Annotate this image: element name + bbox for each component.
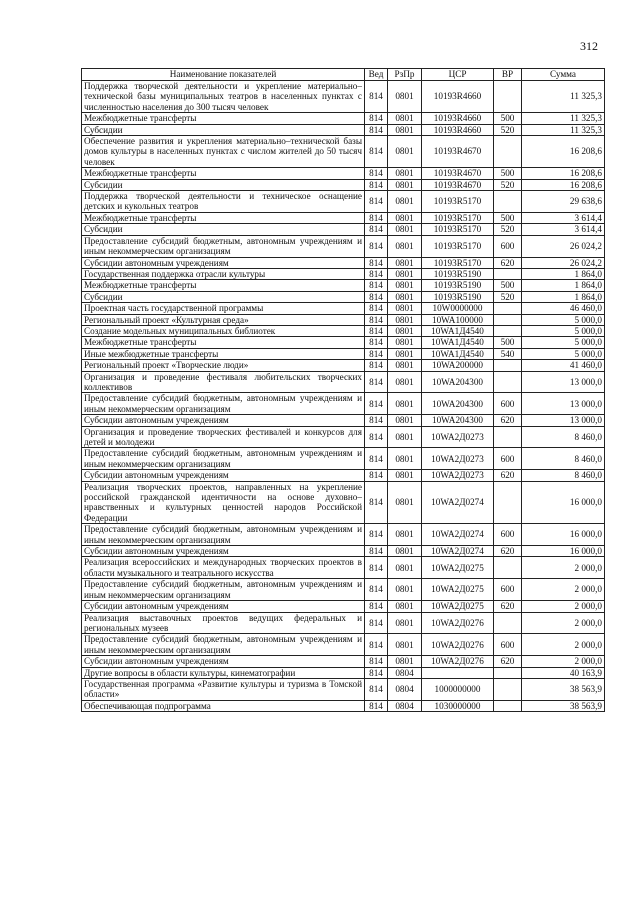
- cell-name: Государственная поддержка отрасли культуры: [82, 268, 365, 279]
- cell-sum: 3 614,4: [522, 224, 605, 235]
- cell-csr: 10WA2Д0276: [422, 634, 494, 656]
- cell-name: Предоставление субсидий бюджетным, автономным учреждениям и иным некоммерческим организациям: [82, 524, 365, 546]
- cell-rzpr: 0801: [388, 291, 422, 302]
- cell-sum: 40 163,9: [522, 667, 605, 678]
- cell-vr: 520: [494, 224, 522, 235]
- cell-sum: 16 000,0: [522, 524, 605, 546]
- cell-ved: 814: [365, 393, 388, 415]
- cell-vr: 620: [494, 415, 522, 426]
- table-row: [82, 656, 605, 667]
- cell-ved: 814: [365, 268, 388, 279]
- cell-csr: 10193R5170: [422, 235, 494, 257]
- cell-rzpr: 0801: [388, 212, 422, 223]
- cell-ved: 814: [365, 371, 388, 393]
- table-row: [82, 700, 605, 711]
- cell-ved: 814: [365, 168, 388, 179]
- cell-name: Субсидии: [82, 179, 365, 190]
- cell-vr: 500: [494, 212, 522, 223]
- cell-name: Реализация всероссийских и международных творческих проектов в области музыкального и театрального искусства: [82, 557, 365, 579]
- cell-vr: [494, 360, 522, 371]
- table-row: [82, 314, 605, 325]
- cell-rzpr: 0801: [388, 579, 422, 601]
- cell-vr: 620: [494, 546, 522, 557]
- cell-sum: 3 614,4: [522, 212, 605, 223]
- cell-rzpr: 0801: [388, 360, 422, 371]
- cell-vr: 600: [494, 524, 522, 546]
- table-row: [82, 81, 605, 113]
- col-header-csr: ЦСР: [422, 69, 494, 81]
- table-row: [82, 557, 605, 579]
- table-row: [82, 415, 605, 426]
- cell-ved: 814: [365, 257, 388, 268]
- cell-rzpr: 0801: [388, 470, 422, 481]
- cell-vr: 500: [494, 337, 522, 348]
- table-row: [82, 224, 605, 235]
- cell-ved: 814: [365, 700, 388, 711]
- cell-ved: 814: [365, 325, 388, 336]
- cell-csr: 10WA204300: [422, 415, 494, 426]
- table-row: [82, 257, 605, 268]
- cell-name: Поддержка творческой деятельности и техническое оснащение детских и кукольных театров: [82, 191, 365, 213]
- cell-vr: [494, 700, 522, 711]
- cell-csr: 10193R5190: [422, 280, 494, 291]
- table-row: [82, 678, 605, 700]
- cell-name: Региональный проект «Творческие люди»: [82, 360, 365, 371]
- cell-ved: 814: [365, 481, 388, 524]
- page-number: 312: [580, 39, 598, 53]
- cell-vr: 620: [494, 470, 522, 481]
- cell-rzpr: 0801: [388, 348, 422, 359]
- cell-sum: 38 563,9: [522, 700, 605, 711]
- cell-csr: 10193R4670: [422, 136, 494, 168]
- cell-vr: 540: [494, 348, 522, 359]
- cell-vr: [494, 667, 522, 678]
- cell-name: Межбюджетные трансферты: [82, 168, 365, 179]
- cell-sum: 2 000,0: [522, 579, 605, 601]
- table-row: [82, 667, 605, 678]
- cell-name: Межбюджетные трансферты: [82, 113, 365, 124]
- cell-vr: 500: [494, 113, 522, 124]
- cell-ved: 814: [365, 212, 388, 223]
- cell-rzpr: 0801: [388, 81, 422, 113]
- table-row: [82, 426, 605, 448]
- cell-vr: [494, 191, 522, 213]
- cell-vr: 600: [494, 235, 522, 257]
- cell-name: Субсидии автономным учреждениям: [82, 656, 365, 667]
- cell-ved: 814: [365, 448, 388, 470]
- cell-csr: 10193R5170: [422, 212, 494, 223]
- cell-name: Субсидии: [82, 124, 365, 135]
- cell-vr: [494, 678, 522, 700]
- cell-ved: 814: [365, 656, 388, 667]
- table-row: [82, 136, 605, 168]
- table-row: [82, 348, 605, 359]
- cell-csr: 10193R5170: [422, 191, 494, 213]
- table-row: [82, 448, 605, 470]
- cell-name: Предоставление субсидий бюджетным, автономным учреждениям и иным некоммерческим организациям: [82, 448, 365, 470]
- cell-name: Межбюджетные трансферты: [82, 280, 365, 291]
- cell-csr: 10193R5190: [422, 268, 494, 279]
- table-row: [82, 579, 605, 601]
- table-row: [82, 371, 605, 393]
- cell-csr: 10WA2Д0273: [422, 470, 494, 481]
- cell-sum: 38 563,9: [522, 678, 605, 700]
- cell-ved: 814: [365, 678, 388, 700]
- cell-vr: [494, 612, 522, 634]
- cell-sum: 1 864,0: [522, 268, 605, 279]
- table-row: [82, 524, 605, 546]
- cell-name: Предоставление субсидий бюджетным, автономным учреждениям и иным некоммерческим организациям: [82, 634, 365, 656]
- cell-vr: [494, 557, 522, 579]
- cell-ved: 814: [365, 612, 388, 634]
- cell-rzpr: 0801: [388, 601, 422, 612]
- cell-rzpr: 0801: [388, 557, 422, 579]
- cell-csr: 10WA2Д0275: [422, 601, 494, 612]
- cell-sum: 13 000,0: [522, 415, 605, 426]
- cell-sum: 16 208,6: [522, 136, 605, 168]
- cell-name: Другие вопросы в области культуры, кинематографии: [82, 667, 365, 678]
- cell-sum: 5 000,0: [522, 314, 605, 325]
- cell-rzpr: 0804: [388, 700, 422, 711]
- cell-vr: [494, 268, 522, 279]
- cell-sum: 8 460,0: [522, 448, 605, 470]
- cell-rzpr: 0801: [388, 524, 422, 546]
- cell-name: Субсидии автономным учреждениям: [82, 601, 365, 612]
- cell-rzpr: 0801: [388, 546, 422, 557]
- cell-name: Государственная программа «Развитие культуры и туризма в Томской области»: [82, 678, 365, 700]
- table-row: [82, 280, 605, 291]
- cell-csr: 10WA2Д0275: [422, 557, 494, 579]
- col-header-name: Наименование показателей: [82, 69, 365, 81]
- table-row: [82, 268, 605, 279]
- table-row: [82, 235, 605, 257]
- cell-csr: 10193R4670: [422, 179, 494, 190]
- cell-name: Организация и проведение творческих фестивалей и конкурсов для детей и молодежи: [82, 426, 365, 448]
- cell-name: Предоставление субсидий бюджетным, автономным учреждениям и иным некоммерческим организациям: [82, 579, 365, 601]
- table-row: [82, 124, 605, 135]
- cell-ved: 814: [365, 426, 388, 448]
- cell-sum: 2 000,0: [522, 601, 605, 612]
- cell-name: Предоставление субсидий бюджетным, автономным учреждениям и иным некоммерческим организациям: [82, 235, 365, 257]
- cell-ved: 814: [365, 667, 388, 678]
- table-row: [82, 360, 605, 371]
- cell-csr: 10193R5190: [422, 291, 494, 302]
- cell-ved: 814: [365, 415, 388, 426]
- cell-ved: 814: [365, 337, 388, 348]
- table-row: [82, 179, 605, 190]
- cell-rzpr: 0804: [388, 667, 422, 678]
- table-header-row: [82, 69, 605, 81]
- cell-csr: 1000000000: [422, 678, 494, 700]
- cell-rzpr: 0801: [388, 656, 422, 667]
- cell-sum: 29 638,6: [522, 191, 605, 213]
- cell-name: Обеспечение развития и укрепления материально–технической базы домов культуры в населенных пунктах с числом жителей до 50 тысяч человек: [82, 136, 365, 168]
- cell-name: Субсидии: [82, 291, 365, 302]
- cell-rzpr: 0801: [388, 113, 422, 124]
- cell-vr: 500: [494, 168, 522, 179]
- cell-sum: 11 325,3: [522, 124, 605, 135]
- cell-ved: 814: [365, 179, 388, 190]
- cell-sum: 2 000,0: [522, 656, 605, 667]
- budget-table: [81, 68, 605, 712]
- cell-sum: 2 000,0: [522, 634, 605, 656]
- cell-name: Создание модельных муниципальных библиотек: [82, 325, 365, 336]
- cell-ved: 814: [365, 113, 388, 124]
- col-header-vr: ВР: [494, 69, 522, 81]
- cell-sum: 8 460,0: [522, 426, 605, 448]
- table-row: [82, 303, 605, 314]
- table-row: [82, 212, 605, 223]
- table-row: [82, 634, 605, 656]
- cell-csr: 10WA2Д0275: [422, 579, 494, 601]
- table-row: [82, 325, 605, 336]
- cell-name: Иные межбюджетные трансферты: [82, 348, 365, 359]
- cell-sum: 2 000,0: [522, 612, 605, 634]
- table-row: [82, 168, 605, 179]
- cell-ved: 814: [365, 557, 388, 579]
- cell-csr: 10WA100000: [422, 314, 494, 325]
- cell-ved: 814: [365, 360, 388, 371]
- cell-csr: 10WA2Д0273: [422, 426, 494, 448]
- col-header-rzpr: РзПр: [388, 69, 422, 81]
- cell-rzpr: 0801: [388, 168, 422, 179]
- cell-name: Субсидии: [82, 224, 365, 235]
- cell-rzpr: 0801: [388, 612, 422, 634]
- cell-rzpr: 0801: [388, 448, 422, 470]
- cell-sum: 26 024,2: [522, 257, 605, 268]
- cell-csr: 10WA2Д0276: [422, 656, 494, 667]
- cell-rzpr: 0801: [388, 280, 422, 291]
- cell-sum: 5 000,0: [522, 325, 605, 336]
- cell-name: Реализация выставочных проектов ведущих федеральных и региональных музеев: [82, 612, 365, 634]
- table-row: [82, 113, 605, 124]
- cell-csr: 10W0000000: [422, 303, 494, 314]
- col-header-ved: Вед: [365, 69, 388, 81]
- cell-sum: 16 000,0: [522, 481, 605, 524]
- cell-sum: 11 325,3: [522, 81, 605, 113]
- cell-csr: 10193R5170: [422, 257, 494, 268]
- cell-rzpr: 0801: [388, 481, 422, 524]
- cell-ved: 814: [365, 280, 388, 291]
- cell-rzpr: 0801: [388, 257, 422, 268]
- cell-csr: [422, 667, 494, 678]
- cell-sum: 5 000,0: [522, 348, 605, 359]
- table-row: [82, 337, 605, 348]
- cell-csr: 10WA1Д4540: [422, 325, 494, 336]
- cell-sum: 1 864,0: [522, 291, 605, 302]
- cell-vr: 620: [494, 601, 522, 612]
- cell-name: Межбюджетные трансферты: [82, 337, 365, 348]
- cell-csr: 10WA2Д0274: [422, 481, 494, 524]
- cell-ved: 814: [365, 291, 388, 302]
- cell-vr: [494, 426, 522, 448]
- cell-sum: 11 325,3: [522, 113, 605, 124]
- cell-csr: 10WA200000: [422, 360, 494, 371]
- table-row: [82, 612, 605, 634]
- table-body: [82, 81, 605, 712]
- table-row: [82, 601, 605, 612]
- cell-csr: 10WA204300: [422, 393, 494, 415]
- table-row: [82, 191, 605, 213]
- cell-name: Организация и проведение фестиваля любительских творческих коллективов: [82, 371, 365, 393]
- cell-rzpr: 0801: [388, 371, 422, 393]
- cell-rzpr: 0801: [388, 426, 422, 448]
- cell-ved: 814: [365, 124, 388, 135]
- cell-csr: 10WA2Д0273: [422, 448, 494, 470]
- cell-ved: 814: [365, 348, 388, 359]
- cell-sum: 16 208,6: [522, 179, 605, 190]
- cell-ved: 814: [365, 136, 388, 168]
- cell-name: Субсидии автономным учреждениям: [82, 470, 365, 481]
- cell-vr: 600: [494, 634, 522, 656]
- cell-name: Региональный проект «Культурная среда»: [82, 314, 365, 325]
- cell-sum: 46 460,0: [522, 303, 605, 314]
- cell-ved: 814: [365, 579, 388, 601]
- cell-vr: [494, 303, 522, 314]
- cell-vr: [494, 325, 522, 336]
- cell-rzpr: 0801: [388, 136, 422, 168]
- cell-sum: 5 000,0: [522, 337, 605, 348]
- cell-csr: 10WA2Д0276: [422, 612, 494, 634]
- cell-csr: 10193R4660: [422, 81, 494, 113]
- table-row: [82, 393, 605, 415]
- cell-ved: 814: [365, 303, 388, 314]
- cell-vr: 600: [494, 448, 522, 470]
- cell-csr: 10193R4660: [422, 124, 494, 135]
- cell-name: Предоставление субсидий бюджетным, автономным учреждениям и иным некоммерческим организациям: [82, 393, 365, 415]
- cell-ved: 814: [365, 81, 388, 113]
- cell-vr: 600: [494, 579, 522, 601]
- cell-rzpr: 0801: [388, 393, 422, 415]
- cell-rzpr: 0801: [388, 325, 422, 336]
- cell-vr: 620: [494, 257, 522, 268]
- cell-csr: 10WA1Д4540: [422, 348, 494, 359]
- cell-name: Поддержка творческой деятельности и укрепление материально–технической базы муниципальных театров в населенных пунктах с численностью населения до 300 тысяч человек: [82, 81, 365, 113]
- cell-name: Субсидии автономным учреждениям: [82, 546, 365, 557]
- cell-vr: 520: [494, 291, 522, 302]
- cell-sum: 13 000,0: [522, 371, 605, 393]
- cell-vr: 520: [494, 179, 522, 190]
- cell-rzpr: 0801: [388, 268, 422, 279]
- cell-csr: 10193R4660: [422, 113, 494, 124]
- cell-rzpr: 0801: [388, 634, 422, 656]
- cell-vr: [494, 371, 522, 393]
- cell-vr: 620: [494, 656, 522, 667]
- cell-sum: 2 000,0: [522, 557, 605, 579]
- cell-rzpr: 0801: [388, 124, 422, 135]
- cell-rzpr: 0801: [388, 303, 422, 314]
- col-header-sum: Сумма: [522, 69, 605, 81]
- cell-csr: 10WA1Д4540: [422, 337, 494, 348]
- cell-vr: 520: [494, 124, 522, 135]
- cell-csr: 10193R5170: [422, 224, 494, 235]
- cell-ved: 814: [365, 314, 388, 325]
- cell-name: Реализация творческих проектов, направленных на укрепление российской гражданской идентичности на основе духовно–нравственных и культурных ценностей народов Российской Федерации: [82, 481, 365, 524]
- cell-rzpr: 0804: [388, 678, 422, 700]
- cell-sum: 41 460,0: [522, 360, 605, 371]
- cell-vr: [494, 481, 522, 524]
- cell-csr: 10193R4670: [422, 168, 494, 179]
- cell-rzpr: 0801: [388, 235, 422, 257]
- cell-vr: [494, 314, 522, 325]
- cell-rzpr: 0801: [388, 191, 422, 213]
- cell-csr: 10WA2Д0274: [422, 546, 494, 557]
- cell-rzpr: 0801: [388, 314, 422, 325]
- cell-ved: 814: [365, 191, 388, 213]
- cell-sum: 26 024,2: [522, 235, 605, 257]
- cell-rzpr: 0801: [388, 337, 422, 348]
- cell-name: Проектная часть государственной программы: [82, 303, 365, 314]
- cell-ved: 814: [365, 601, 388, 612]
- cell-vr: [494, 136, 522, 168]
- cell-ved: 814: [365, 235, 388, 257]
- cell-sum: 16 000,0: [522, 546, 605, 557]
- cell-rzpr: 0801: [388, 224, 422, 235]
- cell-ved: 814: [365, 546, 388, 557]
- cell-name: Межбюджетные трансферты: [82, 212, 365, 223]
- cell-sum: 1 864,0: [522, 280, 605, 291]
- cell-ved: 814: [365, 224, 388, 235]
- cell-ved: 814: [365, 524, 388, 546]
- cell-csr: 10WA204300: [422, 371, 494, 393]
- cell-vr: 600: [494, 393, 522, 415]
- cell-name: Субсидии автономным учреждениям: [82, 257, 365, 268]
- table-row: [82, 546, 605, 557]
- cell-sum: 13 000,0: [522, 393, 605, 415]
- table-row: [82, 481, 605, 524]
- cell-csr: 10WA2Д0274: [422, 524, 494, 546]
- cell-name: Обеспечивающая подпрограмма: [82, 700, 365, 711]
- cell-vr: 500: [494, 280, 522, 291]
- cell-name: Субсидии автономным учреждениям: [82, 415, 365, 426]
- table-row: [82, 470, 605, 481]
- cell-ved: 814: [365, 634, 388, 656]
- cell-sum: 8 460,0: [522, 470, 605, 481]
- cell-ved: 814: [365, 470, 388, 481]
- cell-csr: 1030000000: [422, 700, 494, 711]
- cell-rzpr: 0801: [388, 415, 422, 426]
- cell-rzpr: 0801: [388, 179, 422, 190]
- cell-vr: [494, 81, 522, 113]
- cell-sum: 16 208,6: [522, 168, 605, 179]
- table-row: [82, 291, 605, 302]
